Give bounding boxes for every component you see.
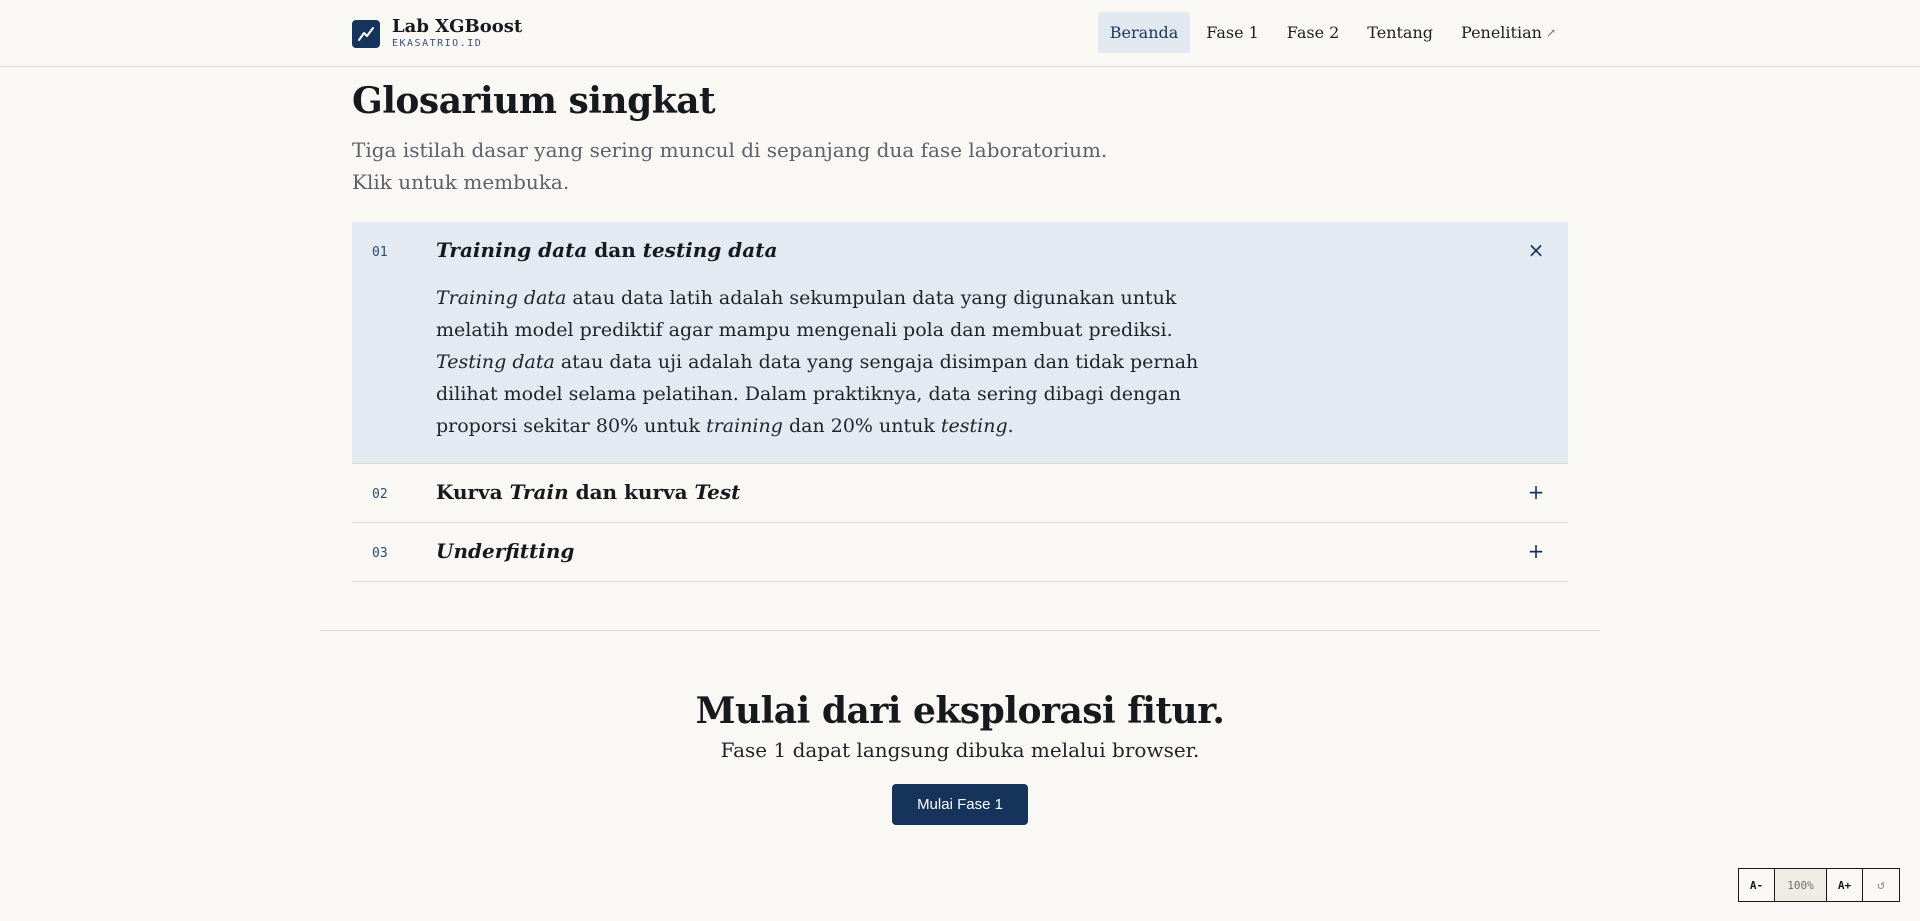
text-segment: atau data latih adalah sekumpulan data yang digunakan untuk melatih model prediktif agar mampu mengenali pola dan membuat prediksi. bbox=[436, 287, 1177, 341]
site-header bbox=[0, 0, 1920, 67]
font-size-widget bbox=[1738, 868, 1900, 902]
glossary-title: Glosarium singkat bbox=[352, 80, 716, 122]
nav-item-fase-2[interactable]: Fase 2 bbox=[1286, 23, 1340, 42]
italic-term: testing data bbox=[642, 238, 778, 262]
chart-trend-icon bbox=[352, 20, 380, 48]
nav-item-beranda[interactable]: Beranda bbox=[1098, 12, 1191, 53]
reset-icon[interactable]: ↺ bbox=[1877, 877, 1885, 893]
italic-term: Train bbox=[509, 480, 569, 504]
nav-item-penelitian[interactable]: Penelitian ↗ bbox=[1461, 23, 1556, 42]
increase-font-button[interactable]: A+ bbox=[1827, 869, 1863, 901]
item-body bbox=[436, 282, 1236, 442]
accordion-item-3[interactable] bbox=[352, 523, 1568, 582]
item-number: 01 bbox=[372, 245, 388, 260]
nav-item-fase-1[interactable]: Fase 1 bbox=[1206, 23, 1259, 42]
italic-term: Test bbox=[694, 480, 741, 504]
italic-term: Testing data bbox=[436, 351, 555, 373]
text-segment: . bbox=[1007, 415, 1014, 437]
accordion-item-2[interactable] bbox=[352, 464, 1568, 523]
italic-term: Underfitting bbox=[436, 539, 575, 563]
brand-title: Lab XGBoost bbox=[392, 16, 523, 37]
start-phase-1-button[interactable]: Mulai Fase 1 bbox=[892, 784, 1028, 825]
font-size-value: 100% bbox=[1775, 869, 1827, 901]
accordion-item-1[interactable] bbox=[352, 222, 1568, 464]
cta-title: Mulai dari eksplorasi fitur. bbox=[695, 690, 1225, 732]
text-segment: atau data uji adalah data yang sengaja disimpan dan tidak pernah dilihat model selama pelatihan. Dalam praktiknya, data sering dibagi dengan proporsi sekitar 80% untuk bbox=[436, 351, 1199, 437]
decrease-font-button[interactable]: A- bbox=[1739, 869, 1775, 901]
item-title[interactable] bbox=[436, 238, 777, 262]
glossary-description: Tiga istilah dasar yang sering muncul di sepanjang dua fase laboratorium. Klik untuk membuka. bbox=[352, 138, 1108, 194]
italic-term: Training data bbox=[436, 287, 567, 309]
section-divider bbox=[320, 630, 1600, 631]
italic-term: Training data bbox=[436, 238, 588, 262]
glossary-accordion bbox=[352, 222, 1568, 582]
item-number: 02 bbox=[372, 487, 388, 502]
text-segment: Kurva bbox=[436, 480, 510, 504]
text-segment: dan 20% untuk bbox=[782, 415, 941, 437]
close-icon[interactable]: × bbox=[1527, 238, 1545, 262]
item-number: 03 bbox=[372, 546, 388, 561]
text-segment: dan kurva bbox=[568, 480, 695, 504]
brand[interactable] bbox=[352, 17, 522, 50]
main-nav bbox=[1094, 12, 1568, 53]
item-title[interactable] bbox=[436, 539, 574, 563]
plus-icon[interactable]: + bbox=[1527, 539, 1545, 563]
external-link-icon: ↗ bbox=[1545, 25, 1556, 40]
brand-subtitle: EKASATRIO.ID bbox=[392, 38, 483, 49]
italic-term: testing bbox=[940, 415, 1008, 437]
item-title[interactable] bbox=[436, 480, 740, 504]
text-segment: dan bbox=[587, 238, 643, 262]
nav-item-tentang[interactable]: Tentang bbox=[1367, 23, 1434, 42]
cta-subtitle: Fase 1 dapat langsung dibuka melalui browser. bbox=[720, 738, 1200, 762]
italic-term: training bbox=[706, 415, 783, 437]
plus-icon[interactable]: + bbox=[1527, 480, 1545, 504]
